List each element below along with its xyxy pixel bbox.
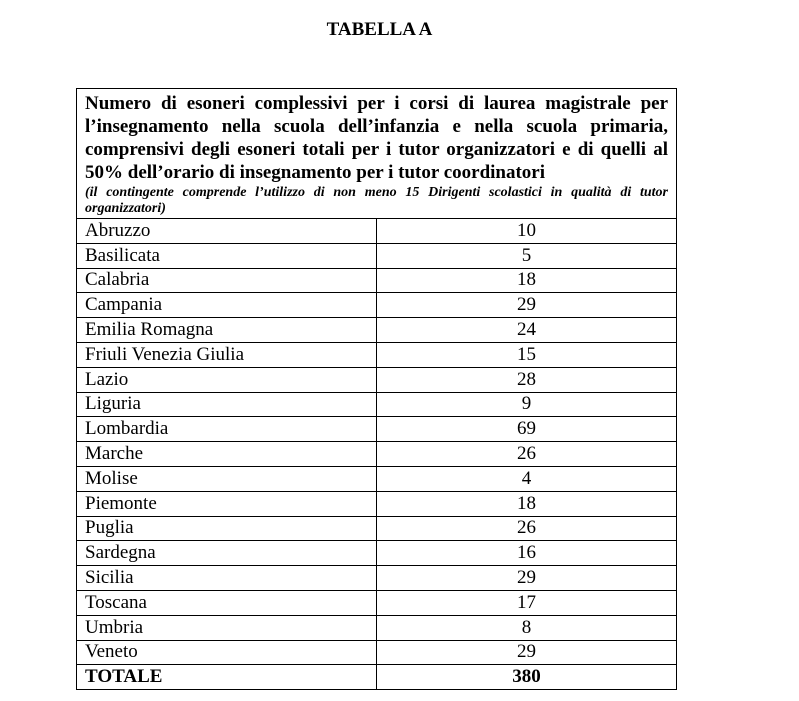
table-row — [77, 219, 677, 244]
region-value: 29 — [377, 566, 677, 591]
region-value: 26 — [377, 516, 677, 541]
table-row — [77, 367, 677, 392]
region-name: Sardegna — [77, 541, 377, 566]
region-name: Sicilia — [77, 566, 377, 591]
region-name: Veneto — [77, 640, 377, 665]
region-name: Piemonte — [77, 491, 377, 516]
total-value: 380 — [377, 665, 677, 690]
region-name: Lazio — [77, 367, 377, 392]
table-row — [77, 268, 677, 293]
region-value: 5 — [377, 243, 677, 268]
region-name: Molise — [77, 466, 377, 491]
region-name: Toscana — [77, 590, 377, 615]
table-row — [77, 243, 677, 268]
table-row — [77, 466, 677, 491]
table-row — [77, 541, 677, 566]
region-name: Liguria — [77, 392, 377, 417]
region-value: 18 — [377, 268, 677, 293]
region-value: 69 — [377, 417, 677, 442]
region-value: 18 — [377, 491, 677, 516]
table-row — [77, 342, 677, 367]
table-header-cell — [77, 89, 677, 219]
region-name: Basilicata — [77, 243, 377, 268]
exemptions-table — [76, 88, 677, 690]
table-row — [77, 293, 677, 318]
region-value: 4 — [377, 466, 677, 491]
total-label: TOTALE — [77, 665, 377, 690]
table-row — [77, 417, 677, 442]
region-name: Emilia Romagna — [77, 318, 377, 343]
document-title: TABELLA A — [326, 19, 433, 40]
table-row — [77, 392, 677, 417]
region-name: Friuli Venezia Giulia — [77, 342, 377, 367]
region-value: 26 — [377, 442, 677, 467]
region-name: Campania — [77, 293, 377, 318]
table-row — [77, 566, 677, 591]
table-header-text: Numero di esoneri complessivi per i corsi di laurea magistrale per l’insegnamento nella scuola dell’infanzia e nella scuola primaria, comprensivi degli esoneri totali per i tutor organizzatori e di quelli al 50% dell’orario di insegnamento per i tutor coordinatori — [85, 93, 668, 183]
region-name: Lombardia — [77, 417, 377, 442]
table-row — [77, 318, 677, 343]
table-row — [77, 516, 677, 541]
region-name: Calabria — [77, 268, 377, 293]
region-value: 16 — [377, 541, 677, 566]
table-row — [77, 590, 677, 615]
table-header-note: (il contingente comprende l’utilizzo di non meno 15 Dirigenti scolastici in qualità di tutor organizzatori) — [85, 185, 668, 216]
region-value: 29 — [377, 293, 677, 318]
region-name: Umbria — [77, 615, 377, 640]
region-value: 15 — [377, 342, 677, 367]
region-value: 17 — [377, 590, 677, 615]
region-value: 29 — [377, 640, 677, 665]
region-value: 9 — [377, 392, 677, 417]
region-value: 8 — [377, 615, 677, 640]
region-name: Abruzzo — [77, 219, 377, 244]
region-name: Puglia — [77, 516, 377, 541]
region-name: Marche — [77, 442, 377, 467]
table-header-row — [77, 89, 677, 219]
region-value: 24 — [377, 318, 677, 343]
table-row — [77, 615, 677, 640]
region-value: 10 — [377, 219, 677, 244]
table-row — [77, 442, 677, 467]
region-value: 28 — [377, 367, 677, 392]
table-row — [77, 491, 677, 516]
table-row — [77, 640, 677, 665]
total-row — [77, 665, 677, 690]
